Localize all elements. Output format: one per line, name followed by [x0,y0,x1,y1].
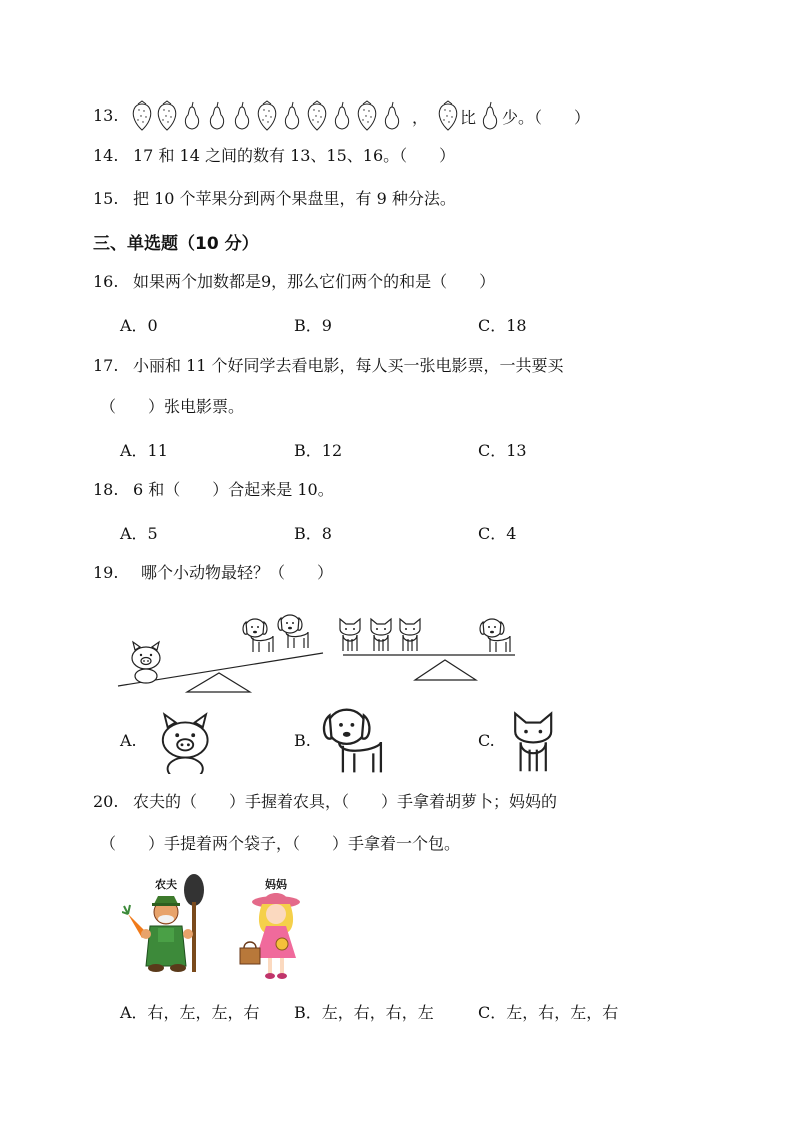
option-c[interactable]: C．13 [478,441,527,460]
question-20 [93,791,557,813]
farmer-label: 农夫 [155,878,177,891]
option-a[interactable]: A．0 [120,316,158,335]
question-19 [93,562,333,584]
question-text: 哪个小动物最轻？（ ） [141,563,334,582]
fruit-row [132,100,422,132]
dog-icon[interactable] [322,704,386,776]
pear-icon [235,102,248,129]
mom-figure [236,890,312,980]
option-b[interactable]: B．8 [294,524,332,543]
question-text: 农夫的（ ）手握着农具，（ ）手拿着胡萝卜；妈妈的 [133,792,558,811]
strawberry-icon [158,101,175,130]
question-17-cont: （ ）张电影票。 [100,397,245,416]
question-text: 小丽和 11 个好同学去看电影，每人买一张电影票，一共要买 [133,356,564,375]
question-number: 19. [93,563,119,582]
strawberry-icon [438,100,460,132]
option-a[interactable]: A. [120,731,137,750]
cat-icon [340,619,360,651]
pig-icon[interactable] [158,708,214,774]
option-a[interactable]: A．5 [120,524,158,543]
question-number: 20. [93,792,119,811]
dog-icon [480,619,510,652]
question-number: 18. [93,480,119,499]
pear-icon [335,102,348,129]
farmer-figure [122,872,212,974]
question-14 [93,145,455,167]
question-16 [93,271,495,293]
question-17 [93,355,564,377]
strawberry-icon [258,101,275,130]
strawberry-icon [358,101,375,130]
question-18 [93,479,334,501]
scale-fulcrum [415,660,476,680]
question-number: 16. [93,272,119,291]
option-b[interactable]: B．9 [294,316,332,335]
pear-icon [385,102,398,129]
option-c[interactable]: C．18 [478,316,527,335]
q13-comma: ， [412,108,429,127]
question-number: 14. [93,146,119,165]
section-title: 三、单选题（10 分） [93,234,259,254]
cat-icon [371,619,391,651]
option-c[interactable]: C．左，右，左，右 [478,1003,619,1022]
option-c[interactable]: C. [478,731,495,750]
question-13 [93,105,133,127]
pear-icon [185,102,198,129]
question-text: 17 和 14 之间的数有 13、15、16。（ ） [133,146,456,165]
q13-rest: 少。（ ） [502,108,591,127]
cat-icon[interactable] [508,710,558,774]
question-number: 13. [93,106,119,125]
question-number: 17. [93,356,119,375]
question-20-cont: （ ）手提着两个袋子，（ ）手拿着一个包。 [100,834,461,853]
option-b[interactable]: B．12 [294,441,343,460]
balance-scales-figure [115,608,525,696]
pear-icon [210,102,223,129]
dog-icon [243,619,273,652]
question-number: 15. [93,189,119,208]
pear-icon [480,100,502,132]
pig-icon [132,642,160,683]
strawberry-icon [133,101,150,130]
question-text: 6 和（ ）合起来是 10。 [133,480,334,499]
q13-bi: 比 [460,108,477,127]
option-c[interactable]: C．4 [478,524,517,543]
dog-icon [278,615,308,648]
question-text: 如果两个加数都是9，那么它们两个的和是（ ） [133,272,496,291]
option-b[interactable]: B. [294,731,311,750]
mom-label: 妈妈 [265,878,287,891]
option-a[interactable]: A．右，左，左，右 [120,1003,260,1022]
option-a[interactable]: A．11 [120,441,168,460]
option-b[interactable]: B．左，右，右，左 [294,1003,434,1022]
cat-icon [400,619,420,651]
question-15 [93,188,456,210]
strawberry-icon [308,101,325,130]
pear-icon [285,102,298,129]
question-text: 把 10 个苹果分到两个果盘里，有 9 种分法。 [133,189,456,208]
scale-fulcrum [187,673,250,692]
